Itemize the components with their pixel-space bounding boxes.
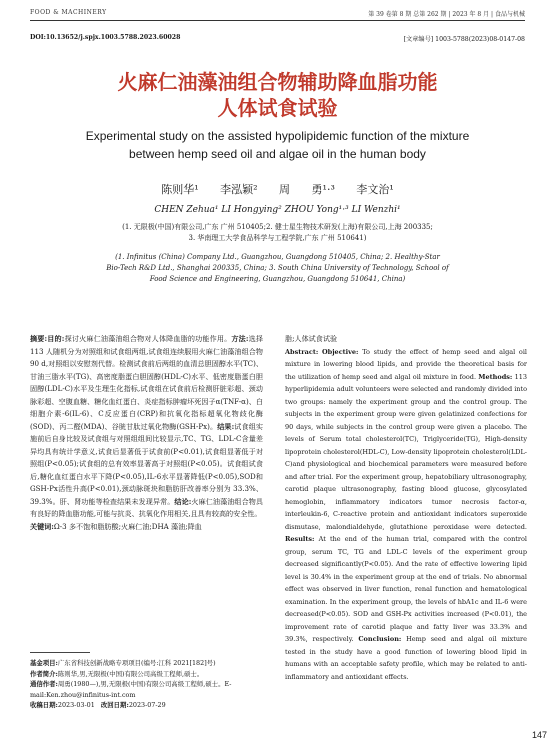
- footnote-divider: [30, 652, 90, 653]
- title-en-line-2: between hemp seed oil and algae oil in the human body: [129, 147, 426, 161]
- dates-line: [30, 700, 263, 711]
- author-bio-line: [30, 669, 263, 680]
- affiliation-en-line: (1. Infinitus (China) Company Ltd., Guangzhou, Guangdong 510405, China; 2. Healthy-Star: [115, 253, 440, 261]
- page-number: 147: [531, 730, 547, 740]
- method-text: 选择 113 人随机分为对照组和试食组两组,试食组连续服用火麻仁油藻油组合物 90 d,对照组以安慰剂代替。检测试食前后两组的血清总胆固醇水平(TC)、甘油三脂水平(TG)、高密度脂蛋白胆固醇(HDL-C)水平、低密度脂蛋白胆固醇(LDL-C)水平及生理生化指标,试食组在试食前后检测肝脏彩超、颈动脉彩超、空腹血糖、糖化血红蛋白、炎症指标肿瘤坏死因子α(TNF-α)、白细胞介素-6(IL-6)、C反应蛋白(CRP)和抗氧化指标超氧化物歧化酶(SOD)、丙二醛(MDA)、谷胱甘肽过氧化物酶(GSH-Px)。: [30, 334, 263, 431]
- result-text: 试食组实施前后自身比较及试食组与对照组组间比较显示,TC、TG、LDL-C含量差异均具有统计学意义,试食后显著低于试食前(P<0.01),试食组显著低于对照组(P<0.05);试食组的总有效率显著高于对照组(P<0.05)。试食组试食后,糖化血红蛋白水平下降(P<0.05),IL-6水平显著降低(P<0.05),SOD和GSH-Px活性升高(P<0.01),颈动脉斑块和脂肪肝改善率分别为 33.3%、39.3%。肝、肾功能等检查结果未发现异常。: [30, 421, 263, 506]
- methods-en-text: 113 hyperlipidemia adult volunteers were selected and randomly divided into two groups: namely the experiment group and the control group. The subjects in the experiment group were given gelatinized confections for 90 days, while subjects in the control group were given a placebo. The levels of Serum total cholesterol(TC), Triglyceride(TG), High-density lipoprotein cholesterol(HDL-C), Low-density lipoprotein cholesterol(LDL-C)and physiological and biochemical parameters were measured before and after trial. For the experiment group, hepatobiliary ultrasonography, carotid plaque ultrasonography, fasting blood glucose, glycosylated hemoglobin, inflammatory indicators tumor necrosis factor-α, interleukin-6, C-reactive protein and antioxidant indicators superoxide dismutase, malondialdehyde, glutathione peroxidase were detected.: [285, 372, 527, 531]
- conclusion-en-label: Conclusion:: [358, 635, 402, 643]
- footnote: [30, 658, 263, 711]
- revised-date: 2023-07-29: [128, 701, 166, 709]
- abstract-en: [285, 333, 527, 683]
- fund-text: 广东省科技创新战略专项项目(编号:江科 2021[182]号): [57, 659, 216, 667]
- header-divider: [30, 20, 525, 21]
- conclusion-text: 火麻仁油藻油组合物具有良好的降血脂功能,可能与抗炎、抗氧化作用相关,且具有较高的安全性。: [30, 496, 263, 518]
- title-zh-line-2: 人体试食试验: [217, 96, 338, 120]
- affiliation-zh-line: 3. 华南理工大学食品科学与工程学院,广东 广州 510641): [188, 234, 367, 242]
- keywords-label: 关键词:: [30, 521, 54, 531]
- objective-label: 目的:: [47, 334, 65, 343]
- fund-line: [30, 658, 263, 669]
- objective-text: 探讨火麻仁油藻油组合物对人体降血脂的功能作用。: [64, 334, 232, 343]
- title-en-line-1: Experimental study on the assisted hypolipidemic function of the mixture: [85, 129, 470, 143]
- conclusion-label: 结论:: [174, 496, 192, 506]
- methods-en-label: Methods:: [478, 372, 513, 381]
- abstract-zh: [30, 333, 263, 533]
- result-label: 结果:: [217, 421, 235, 431]
- doi[interactable]: DOI:10.13652/j.spjx.1003.5788.2023.60028: [30, 34, 181, 41]
- author-bio-label: 作者简介:: [30, 669, 58, 678]
- keywords-line: [30, 521, 263, 534]
- conclusion-en-text: Hemp seed and algal oil mixture tested in the study have a good function of lowering blood lipid in humans with an acceptable safety profile, which may be related to anti-inflammatory and antioxidant effects.: [285, 635, 527, 681]
- abstract-en-label: Abstract:: [285, 347, 319, 356]
- results-en-text: At the end of the human trial, compared with the control group, serum TC, TG and LDL-C levels of the experiment group decreased significantly(P<0.05). And the rate of effective lowering lipid level is 30.4% in the experiment group at the end of trials. No abnormal effect was observed in liver function, renal function and hematological examination. In the experiment group, the levels of hbA1c and IL-6 were decreased(P<0.05). SOD and GSH-Px activities increased (P<0.01), the improvement rate of carotid plaque and fatty liver was 33.3% and 39.3%, respectively.: [285, 535, 527, 643]
- document-number: [文章编号] 1003-5788(2023)08-0147-08: [403, 36, 525, 43]
- objective-en-text: To study the effect of hemp seed and algal oil mixture in lowering blood lipids, and provide the theoretical basis for the utilization of hemp seed and algal oil mixture in food.: [285, 347, 527, 381]
- affiliations-en: [30, 252, 525, 285]
- fund-label: 基金项目:: [30, 659, 58, 667]
- authors-zh: 陈则华¹ 李泓颖² 周 勇¹·³ 李文治¹: [161, 183, 394, 196]
- corresponding-text[interactable]: 周勇(1980—),男,无限极(中国)有限公司高级工程师,硕士。E-mail:Ken.zhou@infinitus-int.com: [30, 680, 232, 699]
- affiliation-en-line: Food Science and Engineering, Guangzhou, Guangdong 510641, China): [149, 275, 406, 283]
- title-zh-line-1: 火麻仁油藻油组合物辅助降血脂功能: [117, 70, 438, 94]
- received-date: 2023-03-01: [57, 701, 95, 709]
- affiliations-zh: [30, 222, 525, 244]
- objective-en-label: Objective:: [322, 347, 359, 356]
- corresponding-line: [30, 679, 263, 700]
- affiliation-zh-line: (1. 无限极(中国)有限公司,广东 广州 510405;2. 健士星生物技术研发(上海)有限公司,上海 200335;: [122, 223, 433, 231]
- keywords-text: Ω-3 多不饱和脂肪酸;火麻仁油;DHA 藻油;降血: [53, 521, 202, 531]
- issue-info: 第 39 卷第 8 期 总第 262 期 | 2023 年 8 月 | 食品与机械: [368, 11, 525, 18]
- revised-label: 改回日期:: [100, 701, 129, 709]
- author-bio-text: 陈则华,男,无限极(中国)有限公司高级工程师,硕士。: [57, 669, 204, 678]
- method-label: 方法:: [231, 334, 249, 343]
- affiliation-en-line: Bio-Tech R&D Ltd., Shanghai 200335, China; 3. South China University of Technology, School of: [106, 264, 449, 272]
- keywords-continuation: 脂;人体试食试验: [285, 334, 338, 343]
- abstract-zh-label: 摘要:: [30, 334, 48, 343]
- results-en-label: Results:: [285, 535, 315, 543]
- corresponding-label: 通信作者:: [30, 680, 58, 688]
- journal-name: FOOD & MACHINERY: [30, 9, 107, 16]
- authors-en: CHEN Zehua¹ LI Hongying² ZHOU Yong¹·³ LI Wenzhi¹: [154, 205, 401, 215]
- received-label: 收稿日期:: [30, 701, 58, 709]
